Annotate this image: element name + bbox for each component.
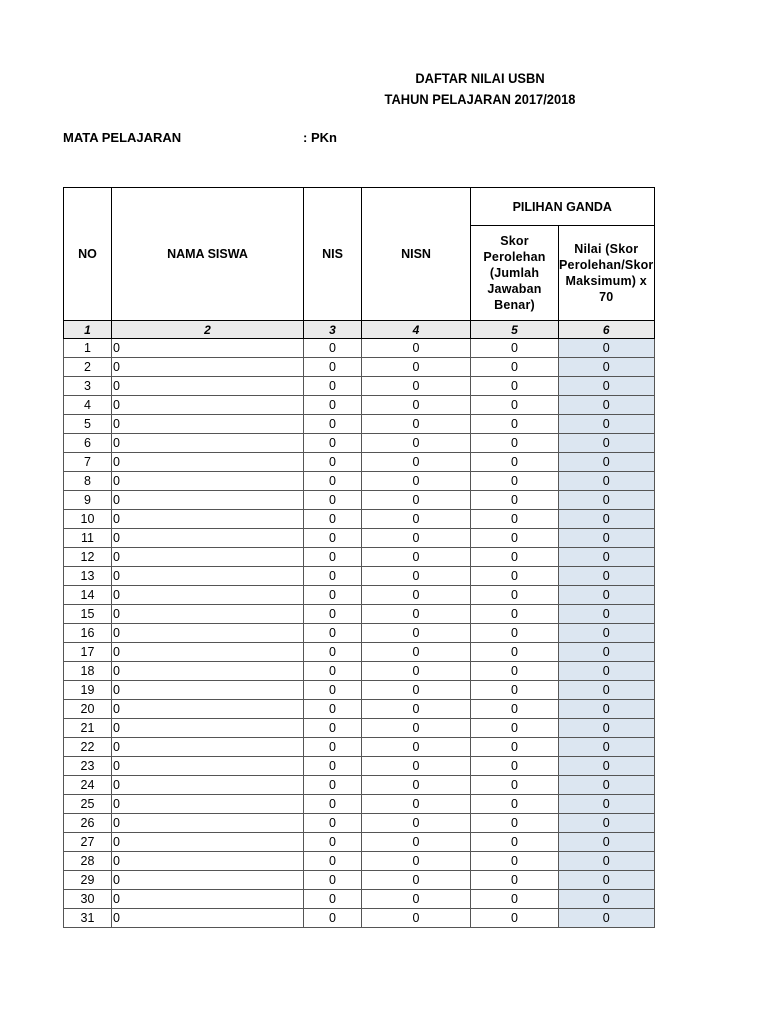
cell-nis: 0 xyxy=(304,491,362,510)
table-row xyxy=(64,472,655,491)
header-nama-siswa: NAMA SISWA xyxy=(112,188,304,321)
cell-nilai: 0 xyxy=(559,700,655,719)
cell-nisn: 0 xyxy=(362,833,471,852)
table-row xyxy=(64,719,655,738)
cell-nisn: 0 xyxy=(362,377,471,396)
cell-skor: 0 xyxy=(471,681,559,700)
cell-nis: 0 xyxy=(304,681,362,700)
table-row xyxy=(64,757,655,776)
column-number: 1 xyxy=(64,321,112,339)
table-row xyxy=(64,871,655,890)
cell-skor: 0 xyxy=(471,909,559,928)
table-row xyxy=(64,377,655,396)
cell-nis: 0 xyxy=(304,852,362,871)
cell-nilai: 0 xyxy=(559,529,655,548)
grades-table xyxy=(63,187,655,928)
header-pilihan-ganda: PILIHAN GANDA xyxy=(471,188,655,226)
cell-nilai: 0 xyxy=(559,358,655,377)
cell-nisn: 0 xyxy=(362,814,471,833)
cell-nilai: 0 xyxy=(559,434,655,453)
cell-skor: 0 xyxy=(471,548,559,567)
cell-skor: 0 xyxy=(471,434,559,453)
cell-nis: 0 xyxy=(304,757,362,776)
cell-nisn: 0 xyxy=(362,795,471,814)
cell-nis: 0 xyxy=(304,795,362,814)
cell-nisn: 0 xyxy=(362,415,471,434)
table-row xyxy=(64,852,655,871)
cell-nilai: 0 xyxy=(559,472,655,491)
cell-nisn: 0 xyxy=(362,529,471,548)
cell-nisn: 0 xyxy=(362,890,471,909)
cell-nama-siswa: 0 xyxy=(112,890,304,909)
cell-nisn: 0 xyxy=(362,662,471,681)
table-row xyxy=(64,833,655,852)
table-row xyxy=(64,795,655,814)
cell-skor: 0 xyxy=(471,624,559,643)
table-row xyxy=(64,358,655,377)
cell-nilai: 0 xyxy=(559,852,655,871)
cell-nisn: 0 xyxy=(362,339,471,358)
cell-no: 13 xyxy=(64,567,112,586)
table-row xyxy=(64,624,655,643)
cell-nama-siswa: 0 xyxy=(112,738,304,757)
cell-nisn: 0 xyxy=(362,757,471,776)
cell-nama-siswa: 0 xyxy=(112,377,304,396)
cell-nilai: 0 xyxy=(559,890,655,909)
cell-nilai: 0 xyxy=(559,586,655,605)
cell-skor: 0 xyxy=(471,757,559,776)
document-subtitle: TAHUN PELAJARAN 2017/2018 xyxy=(384,91,576,107)
cell-nilai: 0 xyxy=(559,681,655,700)
cell-nis: 0 xyxy=(304,643,362,662)
cell-nama-siswa: 0 xyxy=(112,871,304,890)
subject-value: : PKn xyxy=(303,130,337,145)
cell-nisn: 0 xyxy=(362,567,471,586)
header-nilai: Nilai (Skor Perolehan/Skor Maksimum) x 70 xyxy=(559,226,655,321)
cell-skor: 0 xyxy=(471,529,559,548)
column-number: 6 xyxy=(559,321,655,339)
cell-skor: 0 xyxy=(471,719,559,738)
cell-nis: 0 xyxy=(304,510,362,529)
cell-nama-siswa: 0 xyxy=(112,681,304,700)
cell-skor: 0 xyxy=(471,795,559,814)
table-row xyxy=(64,776,655,795)
cell-nama-siswa: 0 xyxy=(112,586,304,605)
cell-nama-siswa: 0 xyxy=(112,415,304,434)
table-row xyxy=(64,453,655,472)
cell-nilai: 0 xyxy=(559,624,655,643)
table-row xyxy=(64,738,655,757)
cell-nilai: 0 xyxy=(559,510,655,529)
cell-no: 19 xyxy=(64,681,112,700)
cell-skor: 0 xyxy=(471,700,559,719)
cell-nisn: 0 xyxy=(362,586,471,605)
cell-nis: 0 xyxy=(304,529,362,548)
cell-nilai: 0 xyxy=(559,719,655,738)
cell-skor: 0 xyxy=(471,662,559,681)
table-row xyxy=(64,415,655,434)
cell-nilai: 0 xyxy=(559,567,655,586)
cell-nisn: 0 xyxy=(362,491,471,510)
cell-nisn: 0 xyxy=(362,852,471,871)
cell-no: 16 xyxy=(64,624,112,643)
cell-nis: 0 xyxy=(304,871,362,890)
cell-skor: 0 xyxy=(471,358,559,377)
cell-nisn: 0 xyxy=(362,605,471,624)
cell-nis: 0 xyxy=(304,377,362,396)
table-row xyxy=(64,434,655,453)
document-title: DAFTAR NILAI USBN xyxy=(415,70,545,86)
cell-nisn: 0 xyxy=(362,510,471,529)
cell-nama-siswa: 0 xyxy=(112,909,304,928)
table-row xyxy=(64,396,655,415)
cell-nis: 0 xyxy=(304,833,362,852)
cell-nama-siswa: 0 xyxy=(112,814,304,833)
cell-nama-siswa: 0 xyxy=(112,339,304,358)
cell-no: 7 xyxy=(64,453,112,472)
cell-nilai: 0 xyxy=(559,738,655,757)
table-row xyxy=(64,491,655,510)
cell-nis: 0 xyxy=(304,776,362,795)
cell-nilai: 0 xyxy=(559,453,655,472)
column-number-row xyxy=(64,321,655,339)
cell-nama-siswa: 0 xyxy=(112,700,304,719)
cell-skor: 0 xyxy=(471,567,559,586)
cell-nilai: 0 xyxy=(559,871,655,890)
cell-no: 17 xyxy=(64,643,112,662)
cell-nisn: 0 xyxy=(362,434,471,453)
cell-nisn: 0 xyxy=(362,776,471,795)
cell-nisn: 0 xyxy=(362,548,471,567)
column-number: 2 xyxy=(112,321,304,339)
header-nisn: NISN xyxy=(362,188,471,321)
column-number: 4 xyxy=(362,321,471,339)
cell-nilai: 0 xyxy=(559,757,655,776)
header-nis: NIS xyxy=(304,188,362,321)
table-row xyxy=(64,700,655,719)
cell-nama-siswa: 0 xyxy=(112,605,304,624)
cell-nama-siswa: 0 xyxy=(112,795,304,814)
cell-nis: 0 xyxy=(304,396,362,415)
cell-no: 15 xyxy=(64,605,112,624)
cell-nisn: 0 xyxy=(362,643,471,662)
cell-nilai: 0 xyxy=(559,833,655,852)
cell-nis: 0 xyxy=(304,586,362,605)
cell-nilai: 0 xyxy=(559,776,655,795)
cell-no: 4 xyxy=(64,396,112,415)
cell-nama-siswa: 0 xyxy=(112,396,304,415)
cell-nis: 0 xyxy=(304,738,362,757)
cell-skor: 0 xyxy=(471,738,559,757)
cell-nama-siswa: 0 xyxy=(112,453,304,472)
cell-nama-siswa: 0 xyxy=(112,776,304,795)
cell-nilai: 0 xyxy=(559,814,655,833)
cell-no: 25 xyxy=(64,795,112,814)
cell-nisn: 0 xyxy=(362,472,471,491)
cell-skor: 0 xyxy=(471,852,559,871)
cell-no: 23 xyxy=(64,757,112,776)
table-row xyxy=(64,643,655,662)
cell-no: 10 xyxy=(64,510,112,529)
cell-nama-siswa: 0 xyxy=(112,833,304,852)
cell-nisn: 0 xyxy=(362,396,471,415)
cell-nama-siswa: 0 xyxy=(112,358,304,377)
cell-nama-siswa: 0 xyxy=(112,510,304,529)
cell-no: 18 xyxy=(64,662,112,681)
cell-nilai: 0 xyxy=(559,491,655,510)
cell-nama-siswa: 0 xyxy=(112,491,304,510)
cell-no: 3 xyxy=(64,377,112,396)
table-row xyxy=(64,567,655,586)
cell-skor: 0 xyxy=(471,833,559,852)
cell-no: 14 xyxy=(64,586,112,605)
cell-nama-siswa: 0 xyxy=(112,662,304,681)
cell-skor: 0 xyxy=(471,605,559,624)
cell-nis: 0 xyxy=(304,605,362,624)
cell-nilai: 0 xyxy=(559,415,655,434)
cell-nisn: 0 xyxy=(362,909,471,928)
cell-nis: 0 xyxy=(304,719,362,738)
cell-no: 22 xyxy=(64,738,112,757)
cell-skor: 0 xyxy=(471,890,559,909)
cell-nama-siswa: 0 xyxy=(112,624,304,643)
table-row xyxy=(64,548,655,567)
cell-nama-siswa: 0 xyxy=(112,719,304,738)
cell-no: 29 xyxy=(64,871,112,890)
cell-nilai: 0 xyxy=(559,643,655,662)
cell-skor: 0 xyxy=(471,377,559,396)
cell-nis: 0 xyxy=(304,890,362,909)
cell-nis: 0 xyxy=(304,415,362,434)
cell-nis: 0 xyxy=(304,548,362,567)
cell-nis: 0 xyxy=(304,567,362,586)
cell-skor: 0 xyxy=(471,586,559,605)
cell-nama-siswa: 0 xyxy=(112,567,304,586)
cell-no: 11 xyxy=(64,529,112,548)
cell-no: 6 xyxy=(64,434,112,453)
cell-no: 30 xyxy=(64,890,112,909)
table-row xyxy=(64,681,655,700)
cell-nilai: 0 xyxy=(559,377,655,396)
cell-no: 12 xyxy=(64,548,112,567)
cell-nisn: 0 xyxy=(362,719,471,738)
cell-nama-siswa: 0 xyxy=(112,529,304,548)
cell-nama-siswa: 0 xyxy=(112,757,304,776)
table-row xyxy=(64,529,655,548)
cell-nama-siswa: 0 xyxy=(112,434,304,453)
cell-nilai: 0 xyxy=(559,662,655,681)
subject-label: MATA PELAJARAN xyxy=(63,130,182,145)
cell-nama-siswa: 0 xyxy=(112,472,304,491)
header-skor-perolehan: Skor Perolehan (Jumlah Jawaban Benar) xyxy=(471,226,559,321)
cell-nis: 0 xyxy=(304,339,362,358)
cell-nisn: 0 xyxy=(362,681,471,700)
table-row xyxy=(64,814,655,833)
cell-nilai: 0 xyxy=(559,339,655,358)
cell-skor: 0 xyxy=(471,491,559,510)
cell-skor: 0 xyxy=(471,871,559,890)
cell-no: 26 xyxy=(64,814,112,833)
table-row xyxy=(64,339,655,358)
table-row xyxy=(64,890,655,909)
cell-no: 1 xyxy=(64,339,112,358)
cell-nilai: 0 xyxy=(559,795,655,814)
cell-skor: 0 xyxy=(471,510,559,529)
cell-no: 8 xyxy=(64,472,112,491)
table-row xyxy=(64,662,655,681)
cell-nilai: 0 xyxy=(559,605,655,624)
cell-skor: 0 xyxy=(471,776,559,795)
cell-skor: 0 xyxy=(471,472,559,491)
table-row xyxy=(64,909,655,928)
cell-skor: 0 xyxy=(471,396,559,415)
cell-nilai: 0 xyxy=(559,548,655,567)
cell-no: 24 xyxy=(64,776,112,795)
cell-nis: 0 xyxy=(304,700,362,719)
header-no: NO xyxy=(64,188,112,321)
cell-nisn: 0 xyxy=(362,624,471,643)
cell-no: 31 xyxy=(64,909,112,928)
cell-skor: 0 xyxy=(471,814,559,833)
cell-skor: 0 xyxy=(471,415,559,434)
cell-nama-siswa: 0 xyxy=(112,548,304,567)
cell-skor: 0 xyxy=(471,339,559,358)
cell-nis: 0 xyxy=(304,814,362,833)
cell-nilai: 0 xyxy=(559,909,655,928)
cell-no: 2 xyxy=(64,358,112,377)
cell-nis: 0 xyxy=(304,358,362,377)
cell-skor: 0 xyxy=(471,643,559,662)
cell-no: 9 xyxy=(64,491,112,510)
cell-nis: 0 xyxy=(304,453,362,472)
cell-nisn: 0 xyxy=(362,358,471,377)
column-number: 5 xyxy=(471,321,559,339)
cell-nis: 0 xyxy=(304,434,362,453)
cell-no: 28 xyxy=(64,852,112,871)
cell-nis: 0 xyxy=(304,662,362,681)
cell-nilai: 0 xyxy=(559,396,655,415)
cell-no: 27 xyxy=(64,833,112,852)
cell-nis: 0 xyxy=(304,472,362,491)
column-number: 3 xyxy=(304,321,362,339)
cell-nama-siswa: 0 xyxy=(112,643,304,662)
table-row xyxy=(64,510,655,529)
cell-nis: 0 xyxy=(304,909,362,928)
cell-no: 5 xyxy=(64,415,112,434)
cell-nis: 0 xyxy=(304,624,362,643)
cell-nisn: 0 xyxy=(362,871,471,890)
cell-skor: 0 xyxy=(471,453,559,472)
table-row xyxy=(64,586,655,605)
cell-nisn: 0 xyxy=(362,453,471,472)
cell-no: 21 xyxy=(64,719,112,738)
cell-nisn: 0 xyxy=(362,738,471,757)
cell-nama-siswa: 0 xyxy=(112,852,304,871)
cell-nisn: 0 xyxy=(362,700,471,719)
table-row xyxy=(64,605,655,624)
cell-no: 20 xyxy=(64,700,112,719)
